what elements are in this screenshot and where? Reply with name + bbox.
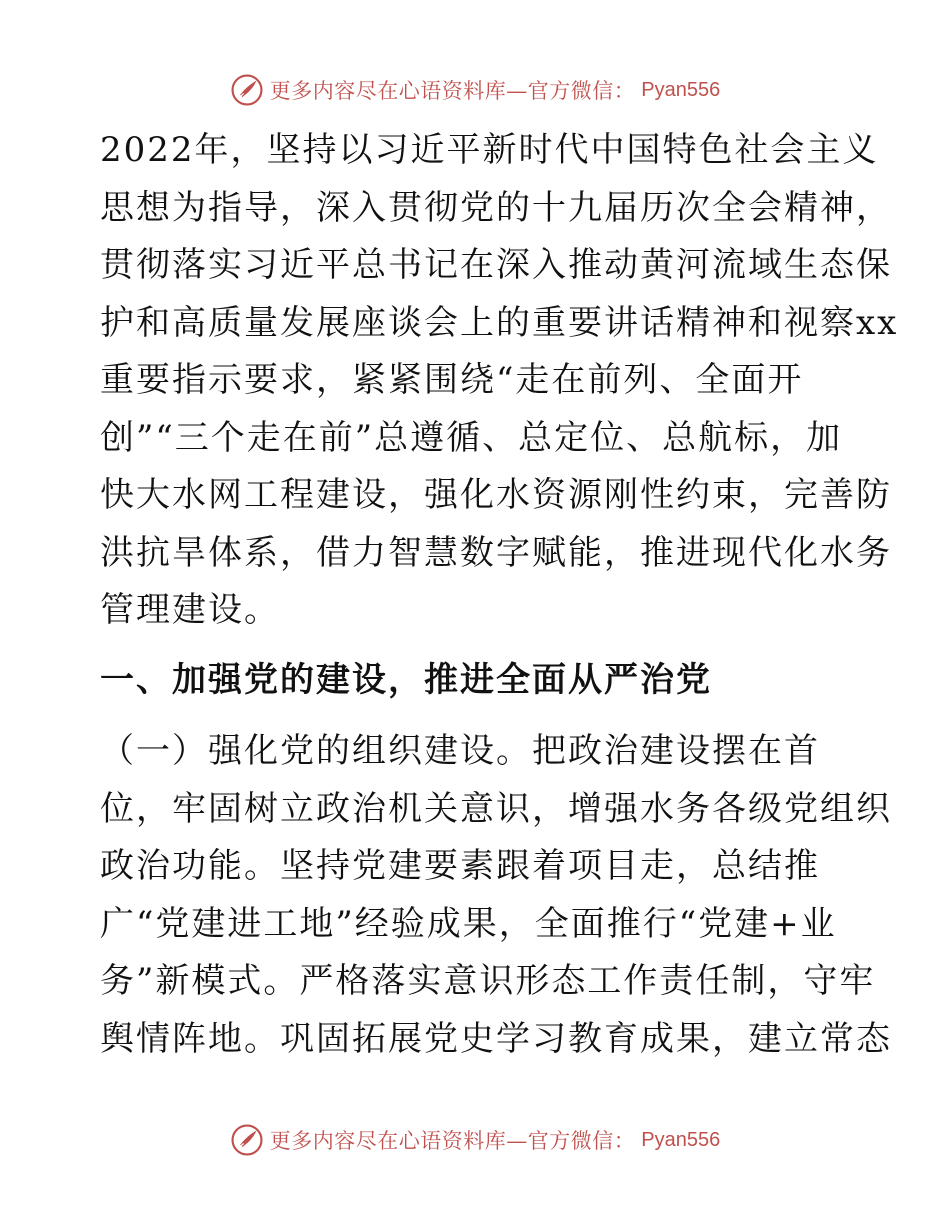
section-heading: 一、加强党的建设，推进全面从严治党 (100, 659, 712, 700)
document-body (100, 122, 899, 1068)
header-watermark (0, 68, 950, 112)
text-line: 政治功能。坚持党建要素跟着项目走，总结推 (100, 846, 820, 886)
text-line: 贯彻落实习近平总书记在深入推动黄河流域生态保 (100, 245, 892, 285)
quill-pen-logo-icon (230, 73, 264, 107)
text-line: （一）强化党的组织建设。把政治建设摆在首 (100, 731, 820, 771)
text-line: 快大水网工程建设，强化水资源刚性约束，完善防 (100, 475, 892, 515)
subsection-paragraph (100, 723, 892, 1068)
text-line: 思想为指导，深入贯彻党的十九届历次全会精神， (100, 187, 892, 228)
text-line: 2022年，坚持以习近平新时代中国特色社会主义 (100, 130, 879, 170)
text-line: 务”新模式。严格落实意识形态工作责任制，守牢 (100, 961, 876, 1001)
text-line: 位，牢固树立政治机关意识，增强水务各级党组织 (100, 788, 892, 829)
quill-pen-logo-icon (230, 1123, 264, 1157)
watermark-text: 更多内容尽在心语资料库—官方微信： (269, 79, 636, 103)
text-line: 重要指示要求，紧紧围绕“走在前列、全面开 (100, 360, 804, 400)
text-line: 护和高质量发展座谈会上的重要讲话精神和视察xx (100, 302, 899, 343)
text-line: 广“党建进工地”经验成果，全面推行“党建+业 (100, 903, 837, 944)
text-line: 管理建设。 (100, 590, 280, 630)
text-line: 创”“三个走在前”总遵循、总定位、总航标，加 (100, 417, 843, 458)
watermark-text: 更多内容尽在心语资料库—官方微信： (269, 1129, 636, 1153)
text-line: 洪抗旱体系，借力智慧数字赋能，推进现代化水务 (100, 532, 892, 573)
watermark-contact: Pyan556 (641, 1128, 721, 1151)
watermark-contact: Pyan556 (641, 78, 721, 101)
intro-paragraph (100, 122, 899, 640)
footer-watermark (0, 1118, 950, 1162)
text-line: 舆情阵地。巩固拓展党史学习教育成果，建立常态 (100, 1018, 892, 1059)
